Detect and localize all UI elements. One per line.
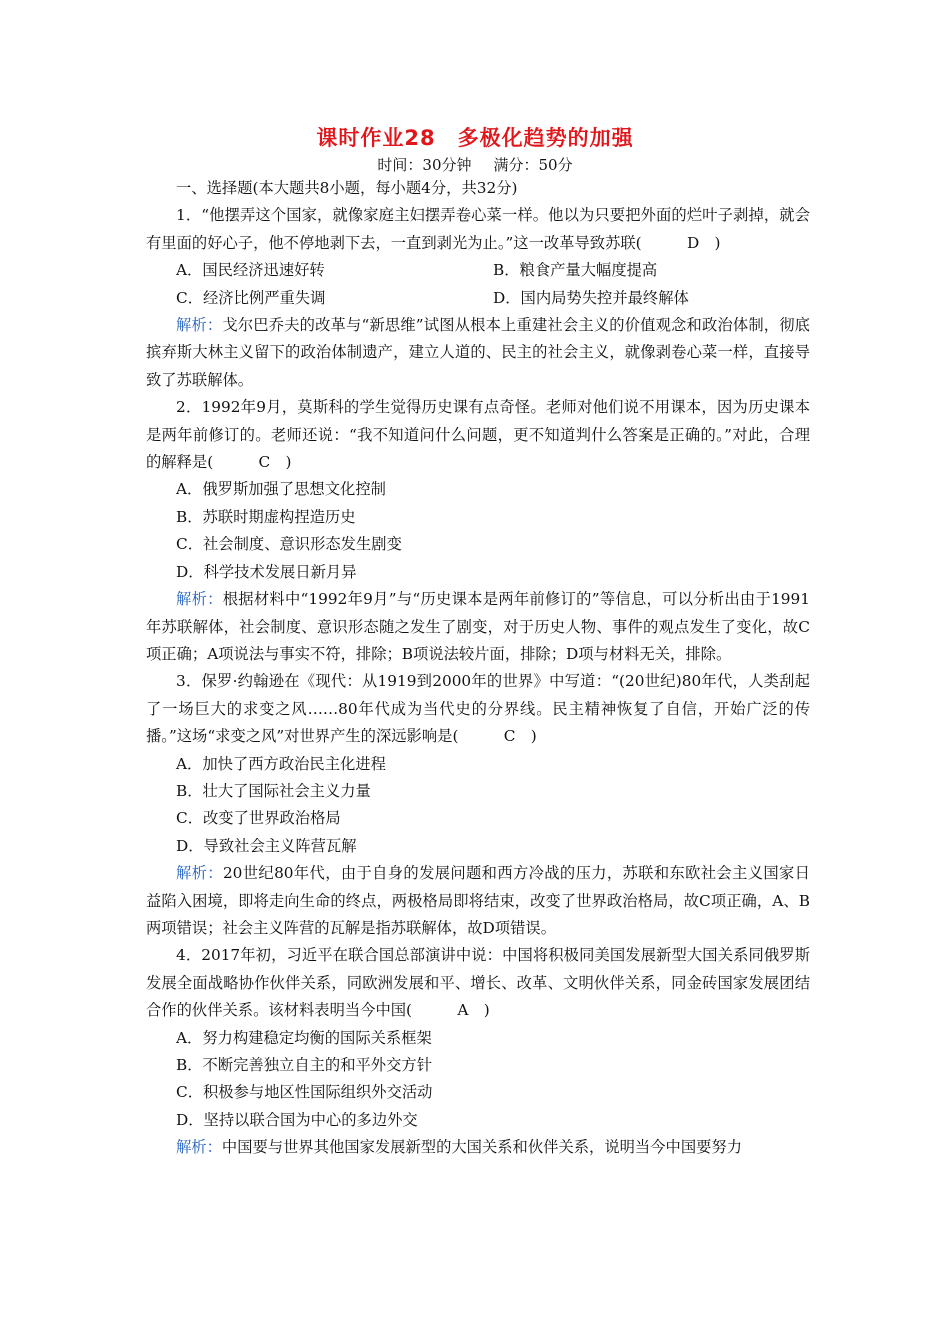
question-stem: 3．保罗·约翰逊在《现代：从1919到2000年的世界》中写道：“(20世纪)80年代，人类刮起了一场巨大的求变之风……80年代成为当代史的分界线。民主精神恢复了自信，开始广泛的传播。”这场“求变之风”对世界产生的深远影响是( C ) <box>146 668 810 750</box>
analysis: 解析：中国要与世界其他国家发展新型的大国关系和伙伴关系，说明当今中国要努力 <box>176 1138 743 1157</box>
option: C．改变了世界政治格局 <box>176 809 341 828</box>
question-stem: 1．“他摆弄这个国家，就像家庭主妇摆弄卷心菜一样。他以为只要把外面的烂叶子剥掉，就会有里面的好心子，他不停地剥下去，一直到剥光为止。”这一改革导致苏联( D ) <box>146 202 810 257</box>
question-stem: 4．2017年初，习近平在联合国总部演讲中说：中国将积极同美国发展新型大国关系同俄罗斯发展全面战略协作伙伴关系，同欧洲发展和平、增长、改革、文明伙伴关系，同金砖国家发展团结合作的伙伴关系。该材料表明当今中国( A ) <box>146 942 810 1024</box>
analysis: 解析：戈尔巴乔夫的改革与“新思维”试图从根本上重建社会主义的价值观念和政治体制，彻底摈弃斯大林主义留下的政治体制遗产，建立人道的、民主的社会主义，就像剥卷心菜一样，直接导致了苏联解体。 <box>146 316 810 389</box>
option: D．导致社会主义阵营瓦解 <box>176 836 357 855</box>
option: D．国内局势失控并最终解体 <box>493 288 689 307</box>
section-heading: 一、选择题(本大题共8小题，每小题4分，共32分) <box>176 179 518 197</box>
answer: C <box>258 453 271 472</box>
option: C．社会制度、意识形态发生剧变 <box>176 535 402 554</box>
document-body <box>146 175 810 1162</box>
question-4 <box>146 942 810 1161</box>
question-2 <box>146 394 810 668</box>
analysis-label: 解析： <box>176 1138 222 1157</box>
answer: D <box>686 233 700 252</box>
analysis-label: 解析： <box>176 864 223 883</box>
question-stem: 2．1992年9月，莫斯科的学生觉得历史课有点奇怪。老师对他们说不用课本，因为历史课本是两年前修订的。老师还说：“我不知道问什么问题，更不知道判什么答案是正确的。”对此，合理的解释是( C ) <box>146 394 810 476</box>
question-1 <box>146 202 810 394</box>
page-title: 课时作业28 多极化趋势的加强 <box>316 126 634 150</box>
option: B．苏联时期虚构捏造历史 <box>176 507 356 526</box>
option: A．努力构建稳定均衡的国际关系框架 <box>176 1028 432 1047</box>
options-row <box>146 257 810 284</box>
analysis: 解析：根据材料中“1992年9月”与“历史课本是两年前修订的”等信息，可以分析出由于1991年苏联解体，社会制度、意识形态随之发生了剧变，对于历史人物、事件的观点发生了变化，故C项正确；A项说法与事实不符，排除；B项说法较片面，排除；D项与材料无关，排除。 <box>146 590 810 663</box>
option: C．经济比例严重失调 <box>176 288 326 307</box>
option: B．壮大了国际社会主义力量 <box>176 781 371 800</box>
time-limit: 时间：30分钟 <box>377 156 472 174</box>
answer: A <box>457 1001 469 1020</box>
option: B．不断完善独立自主的和平外交方针 <box>176 1056 432 1074</box>
question-3 <box>146 668 810 942</box>
analysis-label: 解析： <box>176 590 223 609</box>
option: B．粮食产量大幅度提高 <box>493 261 658 280</box>
option: A．加快了西方政治民主化进程 <box>176 754 386 773</box>
option: A．国民经济迅速好转 <box>176 261 325 280</box>
exam-meta <box>0 154 950 175</box>
full-score: 满分：50分 <box>493 156 573 174</box>
options-row <box>146 285 810 312</box>
option: A．俄罗斯加强了思想文化控制 <box>176 480 386 499</box>
analysis: 解析：20世纪80年代，由于自身的发展问题和西方冷战的压力，苏联和东欧社会主义国家日益陷入困境，即将走向生命的终点，两极格局即将结束，改变了世界政治格局，故C项正确，A、B两项错误；社会主义阵营的瓦解是指苏联解体，故D项错误。 <box>146 864 810 937</box>
option: D．坚持以联合国为中心的多边外交 <box>176 1110 418 1129</box>
analysis-label: 解析： <box>176 316 223 335</box>
option: D．科学技术发展日新月异 <box>176 562 357 581</box>
option: C．积极参与地区性国际组织外交活动 <box>176 1083 433 1102</box>
answer: C <box>503 727 516 746</box>
